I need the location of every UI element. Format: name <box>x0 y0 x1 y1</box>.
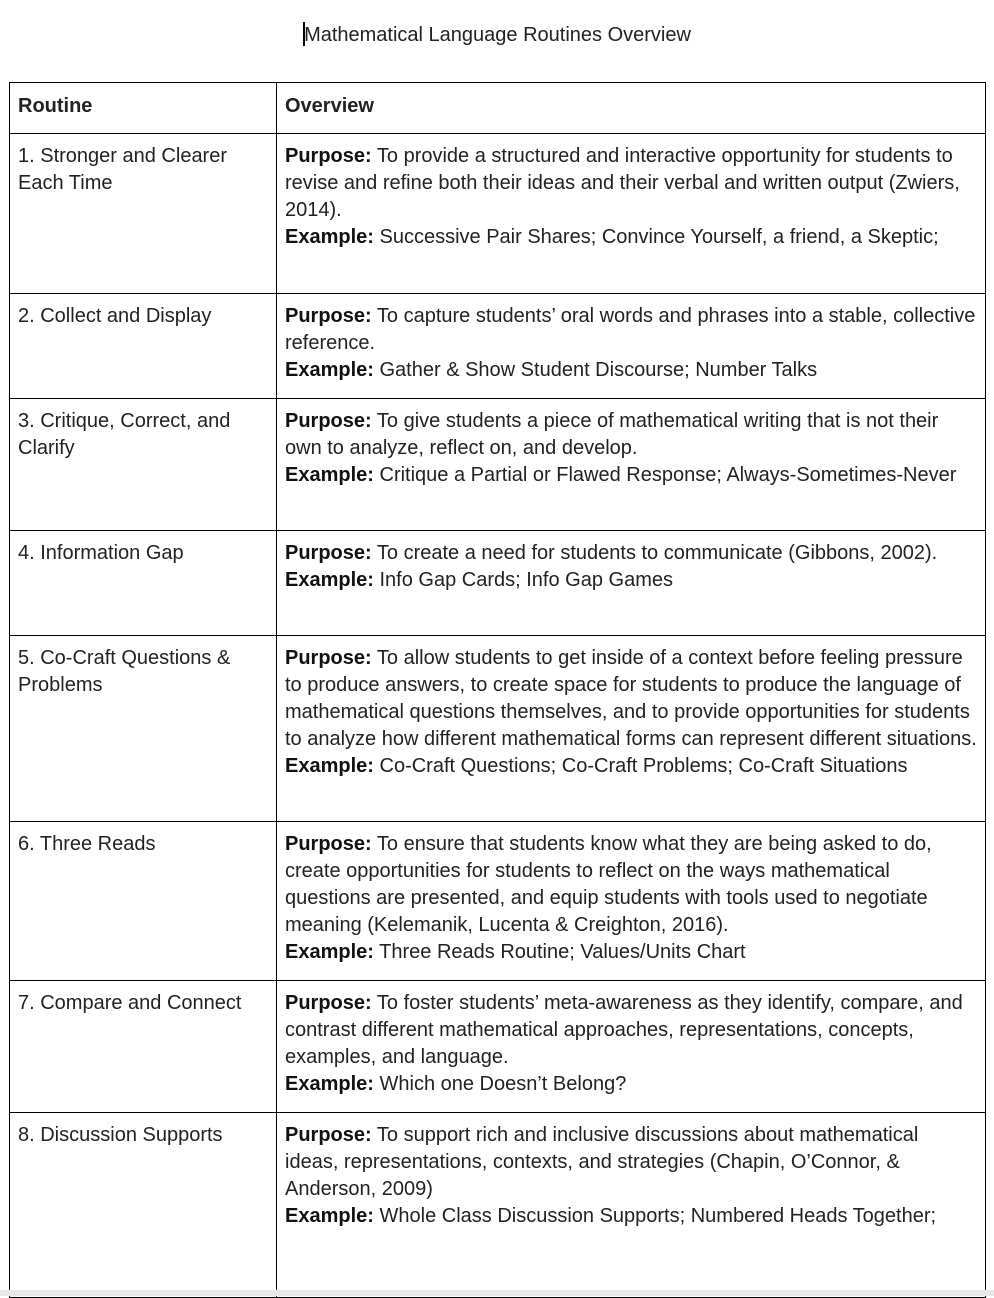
example-line <box>285 357 977 384</box>
example-label: Example: <box>285 941 374 963</box>
table-row <box>10 822 986 981</box>
purpose-line <box>285 408 977 462</box>
overview-cell <box>277 399 986 531</box>
purpose-line <box>285 645 977 753</box>
purpose-text: To capture students’ oral words and phrases into a stable, collective reference. <box>285 305 976 354</box>
example-text: Co-Craft Questions; Co-Craft Problems; Co-Craft Situations <box>379 755 908 777</box>
overview-cell <box>277 531 986 636</box>
example-label: Example: <box>285 1073 374 1095</box>
title-text: Mathematical Language Routines Overview <box>304 24 691 46</box>
purpose-label: Purpose: <box>285 542 372 564</box>
purpose-label: Purpose: <box>285 1124 372 1146</box>
routine-cell: 1. Stronger and Clearer Each Time <box>10 134 277 294</box>
table-row <box>10 294 986 399</box>
routine-cell: 4. Information Gap <box>10 531 277 636</box>
purpose-line <box>285 990 977 1071</box>
example-text: Which one Doesn’t Belong? <box>379 1073 627 1095</box>
routine-cell: 7. Compare and Connect <box>10 981 277 1113</box>
example-label: Example: <box>285 1205 374 1227</box>
example-label: Example: <box>285 359 374 381</box>
example-line <box>285 1071 977 1098</box>
purpose-text: To support rich and inclusive discussions about mathematical ideas, representations, contexts, and strategies (Chapin, O’Connor, & Anderson, 2009) <box>285 1124 919 1200</box>
routine-cell: 2. Collect and Display <box>10 294 277 399</box>
example-label: Example: <box>285 569 374 591</box>
purpose-line <box>285 143 977 224</box>
purpose-line <box>285 831 977 939</box>
example-text: Info Gap Cards; Info Gap Games <box>379 569 673 591</box>
table-row <box>10 134 986 294</box>
example-text: Whole Class Discussion Supports; Numbered Heads Together; <box>379 1205 937 1227</box>
purpose-label: Purpose: <box>285 305 372 327</box>
overview-cell <box>277 1113 986 1298</box>
overview-cell <box>277 636 986 822</box>
purpose-line <box>285 540 977 567</box>
overview-cell <box>277 294 986 399</box>
purpose-label: Purpose: <box>285 833 372 855</box>
table-row <box>10 531 986 636</box>
purpose-text: To provide a structured and interactive opportunity for students to revise and refine both their ideas and their verbal and written output (Zwiers, 2014). <box>285 145 960 221</box>
routine-cell: 6. Three Reads <box>10 822 277 981</box>
table-row <box>10 981 986 1113</box>
purpose-label: Purpose: <box>285 992 372 1014</box>
table-header-row <box>10 83 986 134</box>
purpose-text: To create a need for students to communicate (Gibbons, 2002). <box>376 542 938 564</box>
purpose-line <box>285 303 977 357</box>
purpose-text: To foster students’ meta-awareness as they identify, compare, and contrast different mathematical approaches, representations, concepts, examples, and language. <box>285 992 963 1068</box>
example-line <box>285 462 977 489</box>
purpose-text: To ensure that students know what they are being asked to do, create opportunities for students to reflect on the ways mathematical questions are presented, and equip students with tools used to negotiate meaning (Kelemanik, Lucenta & Creighton, 2016). <box>285 833 932 936</box>
example-text: Successive Pair Shares; Convince Yourself, a friend, a Skeptic; <box>379 226 939 248</box>
routine-cell: 5. Co-Craft Questions & Problems <box>10 636 277 822</box>
purpose-text: To allow students to get inside of a context before feeling pressure to produce answers, to create space for students to produce the language of mathematical questions themselves, and to provide opportunities for students to analyze how different mathematical forms can represent different situations. <box>285 647 977 750</box>
routines-table <box>9 82 986 1298</box>
overview-cell <box>277 822 986 981</box>
purpose-label: Purpose: <box>285 647 372 669</box>
header-overview: Overview <box>277 83 986 134</box>
purpose-text: To give students a piece of mathematical writing that is not their own to analyze, reflect on, and develop. <box>285 410 939 459</box>
overview-cell <box>277 134 986 294</box>
purpose-line <box>285 1122 977 1203</box>
header-routine: Routine <box>10 83 277 134</box>
table-row <box>10 399 986 531</box>
purpose-label: Purpose: <box>285 410 372 432</box>
example-line <box>285 224 977 251</box>
example-line <box>285 939 977 966</box>
example-line <box>285 753 977 780</box>
overview-cell <box>277 981 986 1113</box>
table-row <box>10 636 986 822</box>
example-label: Example: <box>285 226 374 248</box>
routine-cell: 8. Discussion Supports <box>10 1113 277 1298</box>
example-label: Example: <box>285 755 374 777</box>
purpose-label: Purpose: <box>285 145 372 167</box>
example-line <box>285 1203 977 1230</box>
routine-cell: 3. Critique, Correct, and Clarify <box>10 399 277 531</box>
document-title[interactable] <box>0 22 994 49</box>
example-label: Example: <box>285 464 374 486</box>
example-text: Critique a Partial or Flawed Response; Always-Sometimes-Never <box>379 464 957 486</box>
example-text: Three Reads Routine; Values/Units Chart <box>379 941 746 963</box>
example-line <box>285 567 977 594</box>
page-bottom-edge <box>0 1290 994 1296</box>
example-text: Gather & Show Student Discourse; Number Talks <box>379 359 818 381</box>
table-row <box>10 1113 986 1298</box>
